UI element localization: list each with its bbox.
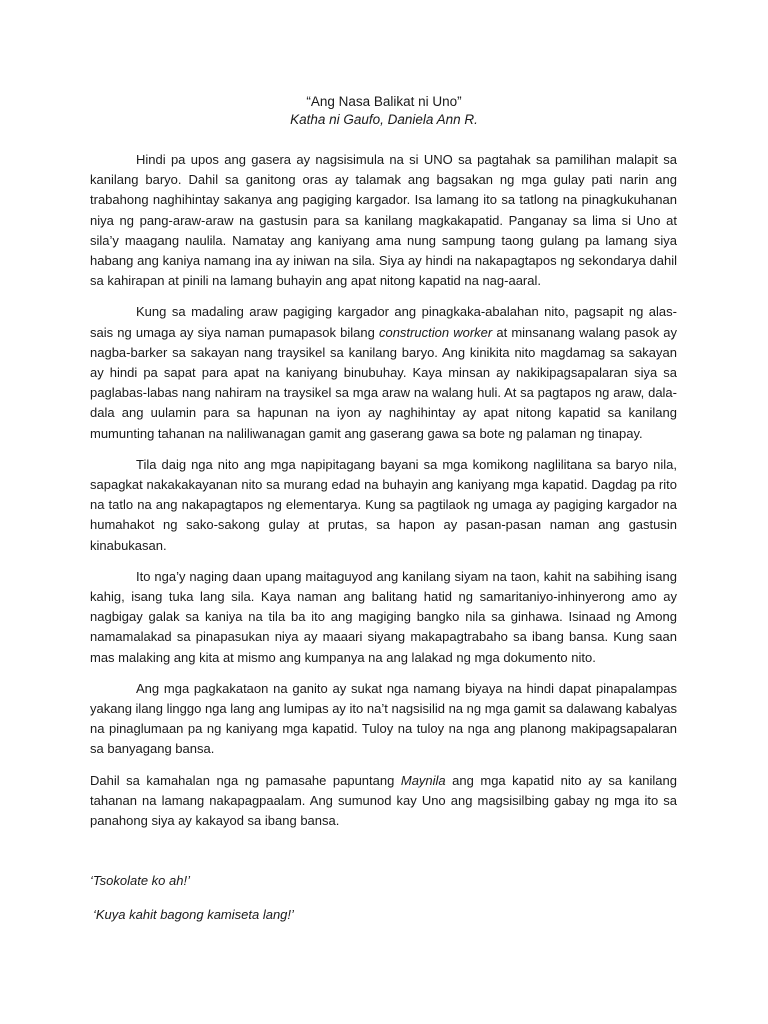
emphasized-phrase: Maynila [400, 772, 446, 788]
paragraph-text: Tila daig nga nito ang mga napipitagang bayani sa mga komikong naglilitana sa baryo nila, sapagkat nakakakayanan nito sa murang edad na buhayin ang kaniyang mga kapatid. Dagdag pa rito na tatlo na ang nakapagtapos ng elementarya. Kung sa pagtilaok ng umaga ay pagiging kargador na humahakot ng sako-sakong gulay at prutas, sa hapon ay pasan-pasan naman ang gastusin kinabukasan. [90, 456, 677, 553]
paragraph-text: Ito nga’y naging daan upang maitaguyod ang kanilang siyam na taon, kahit na sabihing isang kahig, isang tuka lang sila. Kaya naman ang balitang hatid ng samaritaniyo-inhinyerong amo ay nagbigay galak sa kaniya na tila ba ito ang magiging bangko nila sa ginhawa. Isinaad ng Among namamalakad sa pinapasukan niya ay maaari siyang makapagtrabaho sa ibang bansa. Kung saan mas malaking ang kita at mismo ang kumpanya na ang lalakad ng mga dokumento nito. [90, 568, 677, 665]
paragraph-text: at minsanang walang pasok ay nagba-barker sa sakayan nang traysikel sa kanilang baryo. Ang kinikita nito magdamag sa sakayan ay hindi pa sapat para apat na kaniyang binubuhay. Kaya minsan ay nakikipagsapalaran siya sa paglabas-labas nang nahiram na traysikel sa mga araw na walang huli. At sa pagtapos ng araw, dala-dala ang uulamin para sa hapunan na iyon ay naghihintay ay apat nitong kapatid sa kanilang mumunting tahanan na naliliwanagan gamit ang gaserang gawa sa bote ng palaman ng tinapay. [90, 324, 677, 441]
dialogue-line-2: ‘Kuya kahit bagong kamiseta lang!’ [93, 907, 294, 922]
author-line: Katha ni Gaufo, Daniela Ann R. [290, 112, 478, 127]
paragraph-4 [90, 567, 677, 668]
paragraph-text: Kung sa madaling araw pagiging kargador ang pinagkaka-abalahan nito, pagsapit ng alas-sais ng umaga ay siya naman pumapasok bilang [90, 304, 677, 340]
paragraph-2 [90, 302, 677, 443]
emphasized-phrase: construction worker [378, 324, 493, 340]
paragraph-5 [90, 679, 677, 760]
paragraph-text: Hindi pa upos ang gasera ay nagsisimula na si UNO sa pagtahak sa pamilihan malapit sa kanilang baryo. Dahil sa ganitong oras ay talamak ang bagsakan ng mga gulay pati narin ang trabahong naghihintay sakanya ang pagiging kargador. Isa lamang ito sa tatlong na pinagkukuhanan niya ng pang-araw-araw na gastusin para sa kanilang magkakapatid. Panganay sa lima si Uno at sila’y maagang naulila. Namatay ang kaniyang ama nung sampung taong gulang pa lamang siya habang ang kaniya namang ina ay iniwan na sila. Siya ay hindi na nakapagtapos ng sekondarya dahil sa kahirapan at pinili na lamang buhayin ang apat nitong kapatid na nag-aaral. [90, 152, 677, 289]
story-title: “Ang Nasa Balikat ni Uno” [306, 94, 462, 109]
paragraph-6 [90, 771, 677, 832]
paragraph-text: Dahil sa kamahalan nga ng pamasahe papuntang [90, 772, 401, 788]
paragraph-3 [90, 455, 677, 556]
dialogue-line-1: ‘Tsokolate ko ah!’ [90, 873, 190, 888]
paragraph-text: ang mga kapatid nito ay sa kanilang tahanan na lamang nakapagpaalam. Ang sumunod kay Uno ang magsisilbing gabay ng mga ito sa panahong siya ay kakayod sa ibang bansa. [90, 772, 677, 829]
story-body [90, 150, 677, 842]
paragraph-1 [90, 150, 677, 291]
paragraph-text: Ang mga pagkakataon na ganito ay sukat nga namang biyaya na hindi dapat pinapalampas yakang ilang linggo nga lang ang lumipas ay ito na’t nagsisilid na ng mga gamit sa dalawang kabalyas na pinaglumaan pa ng kaniyang mga kapatid. Tuloy na tuloy na nga ang planong makipagsapalaran sa banyagang bansa. [90, 680, 677, 757]
